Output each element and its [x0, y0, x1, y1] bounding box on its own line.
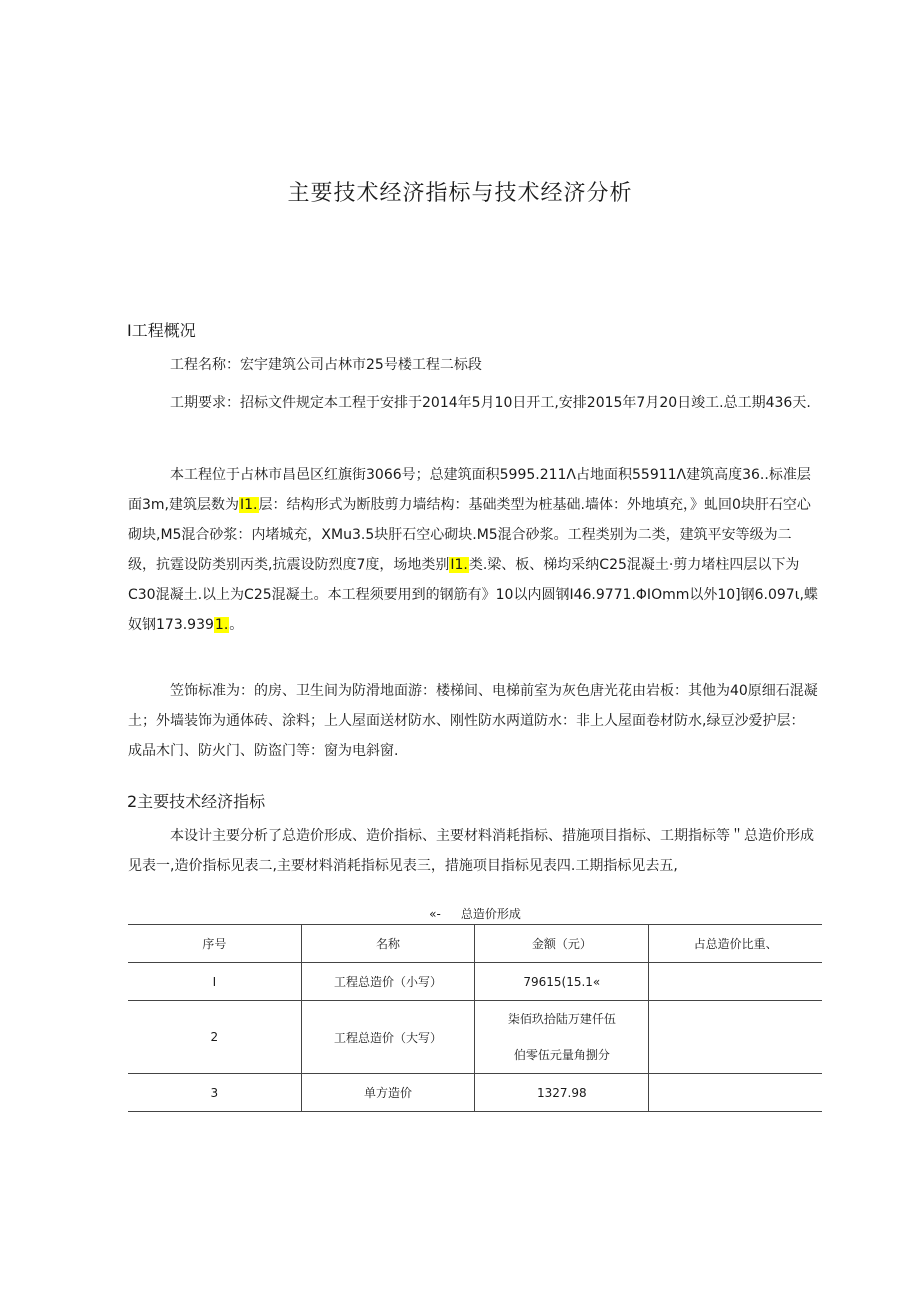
row-no: 2: [128, 1001, 301, 1074]
project-name-line: 工程名称：宏宇建筑公司占林市25号楼工程二标段: [170, 357, 482, 373]
table-header-row: [128, 925, 822, 963]
row-name: 单方造价: [301, 1074, 475, 1112]
amount-line-2: 伯零伍元量角捌分: [513, 1048, 610, 1062]
row-amount: 1327.98: [475, 1074, 649, 1112]
overview-paragraph: [128, 460, 818, 640]
row-ratio: [649, 963, 822, 1001]
row-ratio: [649, 1001, 822, 1074]
table-row: [128, 1001, 822, 1074]
amount-line-1: 柒佰玖拾陆万建仟伍: [507, 1012, 616, 1026]
header-ratio: 占总造价比重、: [649, 925, 822, 963]
indicators-intro: 本设计主要分析了总造价形成、造价指标、主要材料消耗指标、措施项目指标、工期指标等＂总造价形成见表一,造价指标见表二,主要材料消耗指标见表三，措施项目指标见表四.工期指标见去五,: [128, 828, 814, 874]
schedule-paragraph: 工期要求：招标文件规定本工程于安排于2014年5月10日开工,安排2015年7月20日竣工.总工期436天.: [170, 395, 811, 411]
highlight-floors: I1.: [240, 497, 258, 513]
caption-text: 总造价形成: [460, 907, 521, 921]
row-name: 工程总造价（大写）: [301, 1001, 475, 1074]
header-name: 名称: [301, 925, 475, 963]
section-heading-indicators: 2主要技术经济指标: [127, 792, 266, 811]
decoration-paragraph: 笠饰标准为：的房、卫生间为防滑地面游：楼梯间、电梯前室为灰色唐光花由岩板：其他为40原细石混凝土；外墙装饰为通体砖、涂料；上人屋面送材防水、刚性防水两道防水：非上人屋面卷材防水,绿豆沙爱护层：成品木门、防火门、防盗门等：窗为电斜窗.: [128, 683, 818, 759]
table-row: [128, 963, 822, 1001]
table-caption: [128, 905, 822, 922]
overview-text-4: 。: [229, 617, 244, 633]
overview-text-3: 类.梁、板、梯均采纳C25混凝土·剪力堵柱四层以下为C30混凝土.以上为C25混凝土。本工程须要用到的钢筋有》10以内圆钢I46.9771.ΦIOmm以外10]钢6.097ι,蝶奴钢173.939: [128, 557, 818, 633]
header-no: 序号: [128, 925, 301, 963]
header-amount: 金额（元）: [475, 925, 649, 963]
row-ratio: [649, 1074, 822, 1112]
row-name: 工程总造价（小写）: [301, 963, 475, 1001]
table-row: [128, 1074, 822, 1112]
overview-text-2: 层：结构形式为断肢剪力墙结构：基础类型为桩基础.墙体：外地填充，》虬回0块肝石空心砌块,M5混合砂浆：内堵城充，XMu3.5块肝石空心砌块.M5混合砂浆。工程类别为二类，建筑平安等级为二级，抗霆设防类别丙类,抗震设防烈度7度，场地类别: [128, 497, 811, 573]
page-title: 主要技术经济指标与技术经济分析: [287, 181, 633, 206]
row-no: 3: [128, 1074, 301, 1112]
highlight-steel: 1.: [214, 617, 229, 633]
row-amount: 79615(15.1«: [475, 963, 649, 1001]
caption-prefix: «-: [429, 907, 441, 921]
overview-text-1: 本工程位于占林市昌邑区红旗街3066号；总建筑面积5995.211Λ占地面积55911Λ建筑高度36..标准层面3m,建筑层数为: [128, 467, 811, 513]
row-amount: [475, 1001, 649, 1074]
section-heading-overview: I工程概况: [127, 321, 196, 340]
highlight-site-class: I1.: [450, 557, 468, 573]
row-no: I: [128, 963, 301, 1001]
cost-table: [128, 924, 822, 1112]
